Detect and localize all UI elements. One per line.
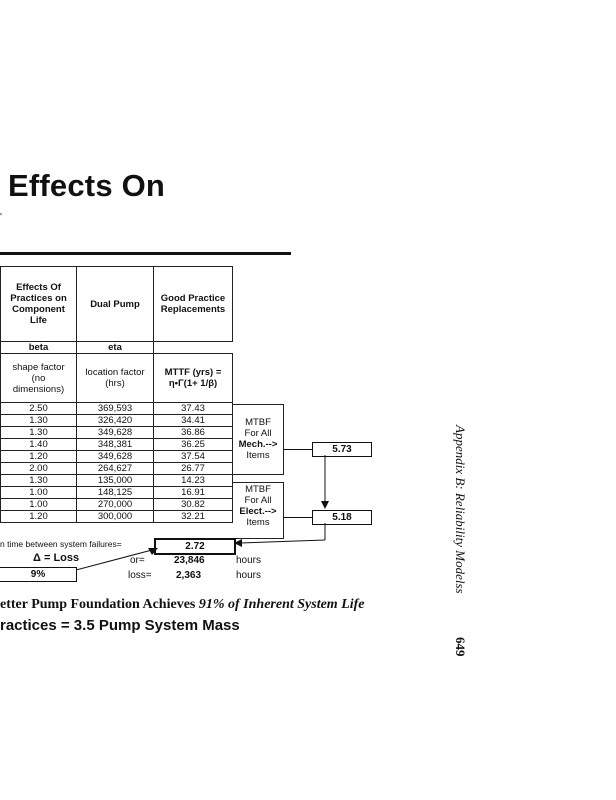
cell-mttf: 37.43	[154, 403, 233, 415]
header-dual-pump: Dual Pump	[77, 267, 154, 342]
cell-mttf: 16.91	[154, 487, 233, 499]
mech-line4: Items	[246, 450, 270, 461]
reliability-table	[0, 266, 233, 523]
cell-mttf: 14.23	[154, 475, 233, 487]
table-row	[1, 463, 233, 475]
desc-eta: location factor (hrs)	[77, 354, 154, 403]
table-row	[1, 487, 233, 499]
mech-line1: MTBF	[245, 417, 271, 428]
elect-line2: For All	[244, 495, 272, 506]
cell-eta: 270,000	[77, 499, 154, 511]
cell-mttf: 30.82	[154, 499, 233, 511]
cell-mttf: 37.54	[154, 451, 233, 463]
cell-beta: 1.30	[1, 475, 77, 487]
elect-mtbf-value: 5.18	[312, 510, 372, 525]
header-effects: Effects Of Practices on Component Life	[1, 267, 77, 342]
table-row	[1, 415, 233, 427]
cell-mttf: 32.21	[154, 511, 233, 523]
cell-eta: 300,000	[77, 511, 154, 523]
cell-beta: 1.00	[1, 487, 77, 499]
caption-line1-prefix: etter Pump Foundation Achieves	[0, 597, 199, 612]
elect-line3: Elect.-->	[239, 506, 277, 517]
cell-eta: 326,420	[77, 415, 154, 427]
or-label: or=	[130, 555, 145, 566]
mech-line2: For All	[244, 428, 272, 439]
corner-mark: '	[0, 212, 2, 223]
cell-mttf: 36.86	[154, 427, 233, 439]
caption-line1-emph: 91% of Inherent System Life	[198, 597, 365, 612]
caption-line1	[0, 597, 365, 613]
elect-line4: Items	[246, 517, 270, 528]
between-failures-value: 2.72	[154, 538, 236, 555]
cell-eta: 348,381	[77, 439, 154, 451]
cell-mttf: 34.41	[154, 415, 233, 427]
cell-eta: 264,627	[77, 463, 154, 475]
cell-beta: 2.00	[1, 463, 77, 475]
table-row	[1, 511, 233, 523]
cell-eta: 135,000	[77, 475, 154, 487]
flow-arrows	[230, 455, 340, 550]
loss-unit: hours	[236, 570, 262, 581]
table-row	[1, 427, 233, 439]
loss-arrow	[76, 546, 160, 572]
mech-mtbf-value: 5.73	[312, 442, 372, 457]
cell-eta: 349,628	[77, 451, 154, 463]
table-row	[1, 475, 233, 487]
mech-connector	[283, 449, 312, 450]
cell-beta: 1.20	[1, 451, 77, 463]
heading-rule	[0, 252, 291, 255]
header-good-practice: Good Practice Replacements	[154, 267, 233, 342]
symbol-eta: eta	[77, 342, 154, 354]
cell-beta: 1.00	[1, 499, 77, 511]
symbol-empty	[154, 342, 233, 354]
page-number: 649	[453, 637, 468, 657]
cell-eta: 148,125	[77, 487, 154, 499]
elect-line1: MTBF	[245, 484, 271, 495]
cell-beta: 1.40	[1, 439, 77, 451]
cell-eta: 369,593	[77, 403, 154, 415]
or-unit: hours	[236, 555, 262, 566]
cell-beta: 1.30	[1, 427, 77, 439]
mech-line3: Mech.-->	[238, 439, 278, 450]
symbol-beta: beta	[1, 342, 77, 354]
delta-loss-label: Δ = Loss	[33, 552, 80, 564]
section-heading: Effects On	[8, 168, 166, 203]
between-failures-label: n time between system failures=	[0, 539, 122, 549]
table-row	[1, 403, 233, 415]
desc-mttf: MTTF (yrs) = η•Γ(1+ 1/β)	[154, 354, 233, 403]
cell-eta: 349,628	[77, 427, 154, 439]
caption-line2: ractices = 3.5 Pump System Mass	[0, 617, 240, 634]
or-value: 23,846	[174, 555, 205, 566]
loss-eq-label: loss=	[128, 570, 152, 581]
cell-mttf: 26.77	[154, 463, 233, 475]
appendix-side-title: Appendix B: Reliability Modelss	[453, 425, 468, 594]
loss-percent-box: 9%	[0, 567, 77, 582]
cell-mttf: 36.25	[154, 439, 233, 451]
cell-beta: 1.20	[1, 511, 77, 523]
cell-beta: 1.30	[1, 415, 77, 427]
table-row	[1, 451, 233, 463]
cell-beta: 2.50	[1, 403, 77, 415]
table-row	[1, 499, 233, 511]
table-row	[1, 439, 233, 451]
desc-beta: shape factor (no dimensions)	[1, 354, 77, 403]
loss-hours-value: 2,363	[176, 570, 202, 581]
